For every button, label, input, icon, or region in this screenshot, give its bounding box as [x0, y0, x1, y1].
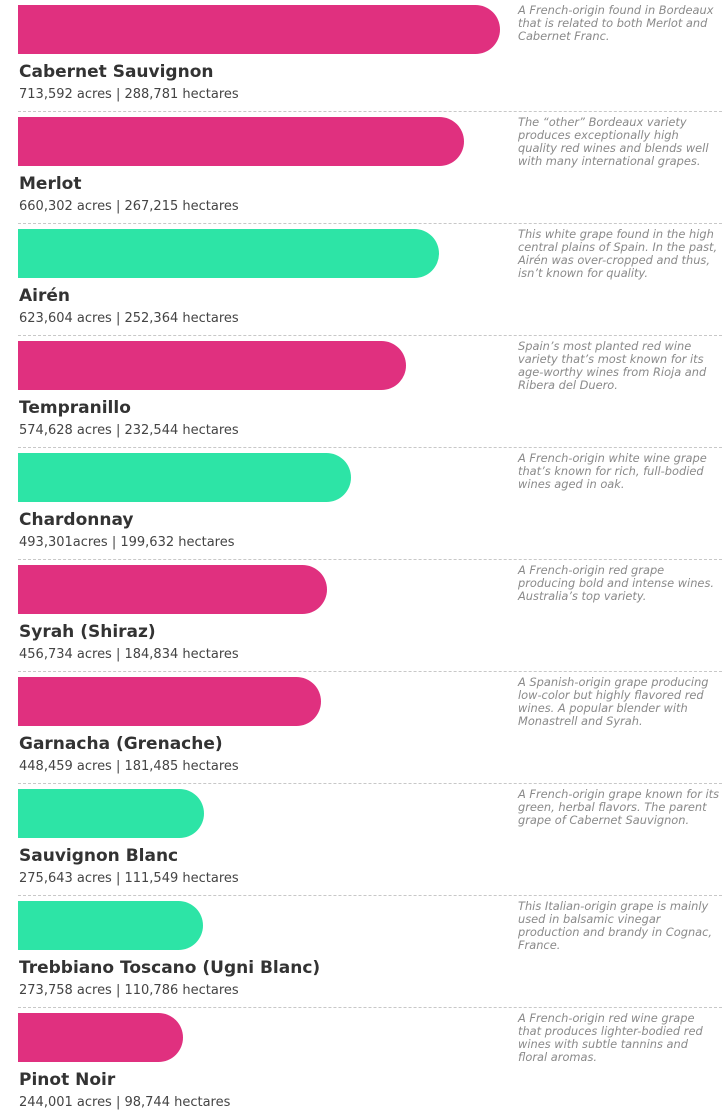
grape-description: A French-origin red wine grape that produces lighter-bodied red wines with subtle tannins and floral aromas. — [518, 1011, 703, 1064]
grape-row — [0, 784, 722, 896]
bar — [18, 789, 204, 838]
grape-description: This Italian-origin grape is mainly used in balsamic vinegar production and brandy in Cognac, France. — [518, 899, 713, 952]
grape-stats: 574,628 acres | 232,544 hectares — [19, 423, 239, 438]
grape-name: Syrah (Shiraz) — [19, 622, 156, 642]
bar — [18, 565, 327, 614]
grape-row — [0, 672, 722, 784]
bar — [18, 5, 500, 54]
grape-description: A French-origin found in Bordeaux that is related to both Merlot and Cabernet Franc. — [518, 3, 714, 43]
bar — [18, 901, 203, 950]
grape-stats: 244,001 acres | 98,744 hectares — [19, 1095, 231, 1110]
grape-name: Airén — [19, 286, 70, 306]
grape-stats: 275,643 acres | 111,549 hectares — [19, 871, 239, 886]
grape-row — [0, 896, 722, 1008]
grape-stats: 448,459 acres | 181,485 hectares — [19, 759, 239, 774]
grape-row — [0, 112, 722, 224]
grape-row — [0, 560, 722, 672]
grape-name: Garnacha (Grenache) — [19, 734, 223, 754]
grape-name: Chardonnay — [19, 510, 134, 530]
grape-description: This white grape found in the high central plains of Spain. In the past, Airén was over-cropped and thus, isn’t known for quality. — [518, 227, 718, 280]
grape-name: Trebbiano Toscano (Ugni Blanc) — [19, 958, 321, 978]
grape-name: Sauvignon Blanc — [19, 846, 179, 866]
grape-description: A French-origin white wine grape that’s known for rich, full-bodied wines aged in oak. — [518, 451, 707, 491]
grape-stats: 660,302 acres | 267,215 hectares — [19, 199, 239, 214]
bar — [18, 453, 351, 502]
bar — [18, 229, 439, 278]
bar — [18, 1013, 183, 1062]
bar — [18, 117, 464, 166]
grape-name: Pinot Noir — [19, 1070, 116, 1090]
grape-row — [0, 336, 722, 448]
grape-stats: 713,592 acres | 288,781 hectares — [19, 87, 239, 102]
grape-stats: 623,604 acres | 252,364 hectares — [19, 311, 239, 326]
grape-name: Merlot — [19, 174, 82, 194]
grape-description: A Spanish-origin grape producing low-color but highly flavored red wines. A popular blender with Monastrell and Syrah. — [518, 675, 709, 728]
grape-description: The “other” Bordeaux variety produces exceptionally high quality red wines and blends well with many international grapes. — [518, 115, 709, 168]
bar — [18, 341, 406, 390]
bar — [18, 677, 321, 726]
grape-row — [0, 0, 722, 112]
grape-stats: 273,758 acres | 110,786 hectares — [19, 983, 239, 998]
grape-row — [0, 1008, 722, 1120]
grape-name: Cabernet Sauvignon — [19, 62, 214, 82]
grape-name: Tempranillo — [19, 398, 131, 418]
grape-description: A French-origin grape known for its green, herbal flavors. The parent grape of Cabernet Sauvignon. — [518, 787, 720, 827]
grape-row — [0, 224, 722, 336]
grape-row — [0, 448, 722, 560]
grape-stats: 456,734 acres | 184,834 hectares — [19, 647, 239, 662]
grape-description: A French-origin red grape producing bold and intense wines. Australia’s top variety. — [518, 563, 714, 603]
grape-stats: 493,301acres | 199,632 hectares — [19, 535, 235, 550]
grape-description: Spain’s most planted red wine variety that’s most known for its age-worthy wines from Rioja and Ribera del Duero. — [518, 339, 707, 392]
